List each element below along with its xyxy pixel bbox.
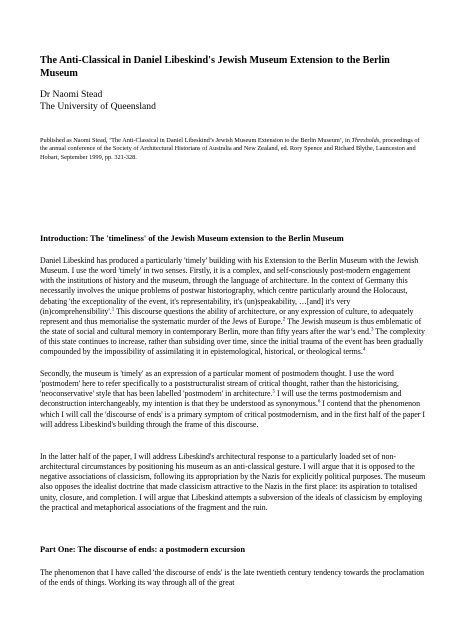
pub-note-text: Published as Naomi Stead, ‘The Anti-Classical in Daniel Libeskind’s Jewish Museum Extension to the Berlin Museum’, in xyxy=(40,137,352,144)
footnote-marker: 1 xyxy=(111,307,115,313)
paragraph-4: The phenomenon that I have called 'the discourse of ends' is the late twentieth century tendency towards the proclamation of the ends of things. Working its way through all of the great xyxy=(40,568,425,588)
footnote-marker: 2 xyxy=(282,317,286,323)
footnote-marker: 6 xyxy=(317,399,321,405)
paragraph-1 xyxy=(40,256,426,358)
footnote-marker: 5 xyxy=(272,389,275,395)
paragraph-text: I will use the terms postmodernism and deconstruction interchangeably, my intention is that they be understood as synonymous. xyxy=(40,389,402,409)
publication-note xyxy=(40,137,420,162)
paragraph-text: Daniel Libeskind has produced a particularly 'timely' building with his Extension to the Berlin Museum with the Jewish Museum. I use the word 'timely' in two senses. Firstly, it is a complex, and self-consciously post-modern engagement with the institutions of history and the museum, through the language of architecture. In the context of Germany this necessarily involves the unique problems of postwar historiography, which centre particularly around the Holocaust, debating 'the exceptionality of the event, it's representability, it's (un)speakability, …[and] it's very (in)comprehensibility'. xyxy=(40,256,419,316)
paragraph-text: I contend that the phenomenon which I will call the 'discourse of ends' is a primary symptom of critical postmodernism, and in the first half of the paper I will address Libeskind's building through the frame of this discourse. xyxy=(40,399,426,429)
paragraph-text: The Jewish museum is thus emblematic of the state of social and cultural memory in contemporary Berlin, more than fifty years after the war’s end. xyxy=(40,316,422,337)
paragraph-text: This discourse questions the ability of architecture, or any expression of culture, to adequately represent and thus memorialise the systematic murder of the Jews of Europe. xyxy=(40,306,414,326)
paper-title: The Anti-Classical in Daniel Libeskind's Jewish Museum Extension to the Berlin Museum xyxy=(40,55,390,79)
footnote-marker: 4 xyxy=(362,347,366,353)
paragraph-text: The complexity of this state continues to increase, rather than subsiding over time, since the initial trauma of the event has been gradually compounded by the impossibility of assimilating it in epistemological, historical, or theological terms. xyxy=(40,327,426,357)
pub-note-italic: Thresholds xyxy=(351,137,380,144)
intro-heading: Introduction: The 'timeliness' of the Jewish Museum extension to the Berlin Museum xyxy=(40,234,344,243)
paragraph-text: Secondly, the museum is 'timely' as an expression of a particular moment of postmodern thought. I use the word 'postmodern' here to refer specifically to a poststructuralist stream of critical thought, rather than the historicising, 'neoconservative' style that has been labelled 'postmodern' in architecture. xyxy=(40,369,399,399)
paragraph-3: In the latter half of the paper, I will address Libeskind's architectural response to a particularly loaded set of non-architectural circumstances by positioning his museum as an anti-classical gesture. I will argue that it is opposed to the negative associations of classicism, following its appropriation by the Nazis for explicitly political purposes. The museum also opposes the idealist doctrine that made classicism attractive to the Nazis in the first place: its aspiration to totalised unity, closure, and completion. I will argue that Libeskind attempts a subversion of the ideals of classicism by employing the practical and metaphorical associations of the fragment and the ruin. xyxy=(40,452,426,512)
pub-note-text: , proceedings of the annual conference of the Society of Architectural Historians of Australia and New Zealand, ed. Rory Spence and Richard Blythe, Launceston and Hobart, September 1999, pp. 321-328. xyxy=(40,137,420,161)
footnote-marker: 3 xyxy=(370,327,374,333)
author-affiliation: The University of Queensland xyxy=(40,101,156,112)
paragraph-2 xyxy=(40,369,426,430)
part-one-heading: Part One: The discourse of ends: a postmodern excursion xyxy=(40,545,246,554)
author-name: Dr Naomi Stead xyxy=(40,89,103,100)
